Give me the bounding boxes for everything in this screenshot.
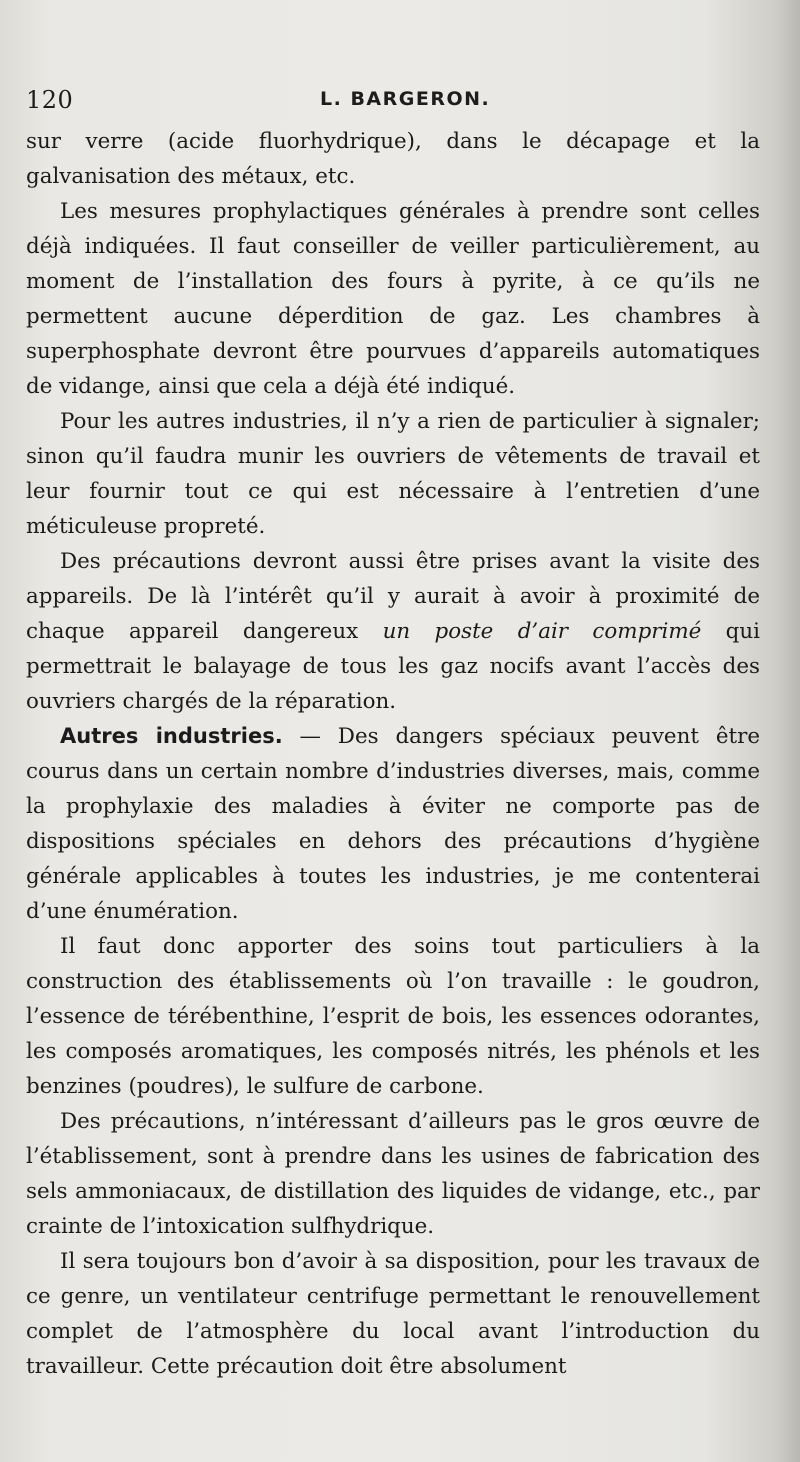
text-body [26, 124, 760, 1384]
page-number: 120 [26, 86, 74, 114]
paragraph-prophylactic-measures: Les mesures prophylactiques générales à prendre sont celles déjà indiquées. Il faut conseiller de veiller particulièrement, au moment de l’installation des fours à pyrite, à ce qu’ils ne permettent aucune déperdition de gaz. Les chambres à superphosphate devront être pourvues d’appareils automatiques de vidange, ainsi que cela a déjà été indiqué. [26, 199, 760, 399]
paragraph-continuation: sur verre (acide fluorhydrique), dans le décapage et la galvanisation des métaux, etc. [26, 129, 760, 189]
paragraph-autres-industries [26, 719, 760, 929]
running-head: L. BARGERON. [320, 88, 491, 110]
paragraph-precautions-visit [26, 544, 760, 719]
paragraph-text: Des précautions devront aussi être prises avant la visite des appareils. De là l’intérêt qu’il y aurait à avoir à proximité de chaque appareil dangereux [26, 549, 760, 644]
paragraph-construction-care: Il faut donc apporter des soins tout particuliers à la construction des établissements où l’on travaille : le goudron, l’essence de térébenthine, l’esprit de bois, les essences odorantes, les composés aromatiques, les composés nitrés, les phénols et les benzines (poudres), le sulfure de carbone. [26, 934, 760, 1099]
section-title: Autres industries. [60, 724, 283, 748]
paragraph-text: qui permettrait le balayage de tous les gaz nocifs avant l’accès des ouvriers chargés de la réparation. [26, 619, 760, 714]
paragraph-ventilator: Il sera toujours bon d’avoir à sa disposition, pour les travaux de ce genre, un ventilateur centrifuge permettant le renouvellement complet de l’atmosphère du local avant l’introduction du travailleur. Cette précaution doit être absolument [26, 1249, 760, 1379]
paragraph-other-industries: Pour les autres industries, il n’y a rien de particulier à signaler; sinon qu’il faudra munir les ouvriers de vêtements de travail et leur fournir tout ce qui est nécessaire à l’entretien d’une méticuleuse propreté. [26, 409, 760, 539]
paragraph-text: — Des dangers spéciaux peuvent être courus dans un certain nombre d’industries diverses, mais, comme la prophylaxie des maladies à éviter ne comporte pas de dispositions spéciales en dehors des précautions d’hygiène générale applicables à toutes les industries, je me contenterai d’une énumération. [26, 724, 760, 924]
paragraph-ammonia-precautions: Des précautions, n’intéressant d’ailleurs pas le gros œuvre de l’établissement, sont à prendre dans les usines de fabrication des sels ammoniacaux, de distillation des liquides de vidange, etc., par crainte de l’intoxication sulfhydrique. [26, 1109, 760, 1239]
emphasis-compressed-air: un poste d’air comprimé [382, 619, 702, 644]
page-header [26, 84, 756, 118]
